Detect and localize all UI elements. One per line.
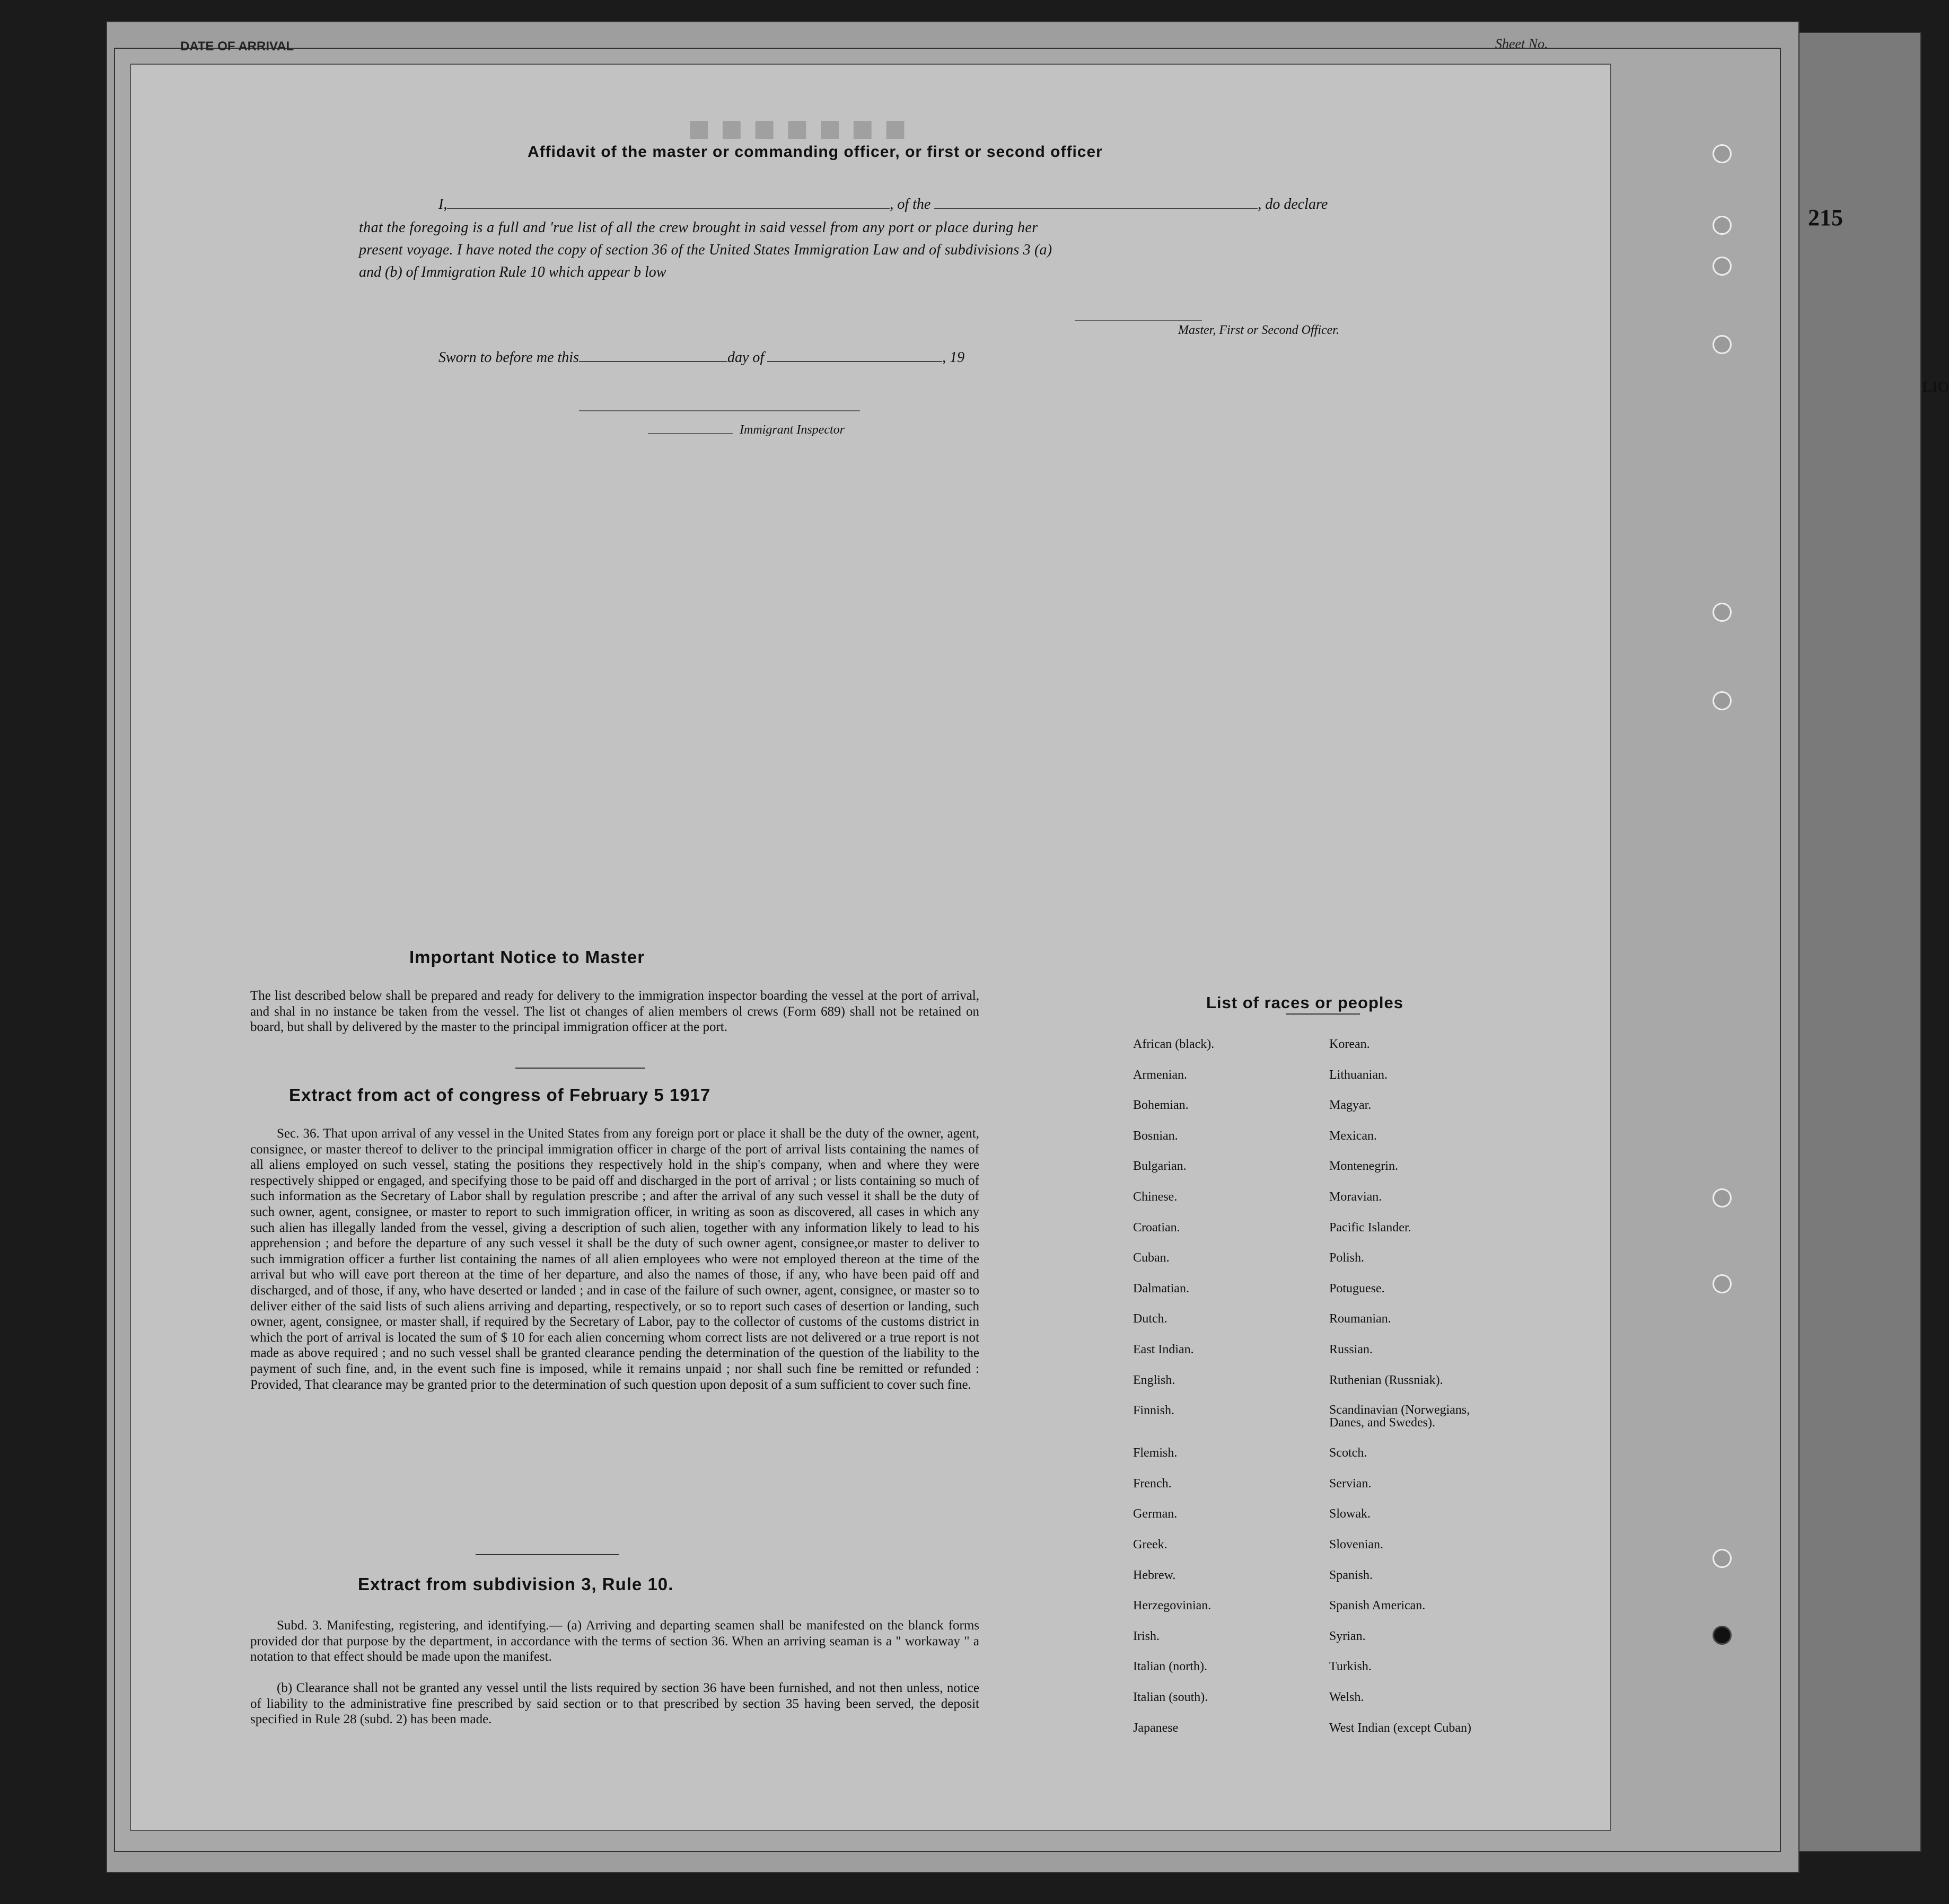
manifest-page <box>130 64 1611 1831</box>
race-item: Montenegrin. <box>1329 1159 1398 1174</box>
race-item: Potuguese. <box>1329 1281 1385 1295</box>
extract2-para1: Subd. 3. Manifesting, registering, and identifying.— (a) Arriving and departing seamen shall be manifested on the blanck forms provided dor that purpose by the department, in accordance with the terms of section 36. When an arriving seaman is a " workaway " a notation to that effect should be made upon the manifest. <box>250 1618 979 1664</box>
race-item: Korean. <box>1329 1037 1370 1051</box>
race-item: Armenian. <box>1133 1068 1187 1082</box>
affidavit-of-the: , of the <box>890 196 931 213</box>
race-item: Slowak. <box>1329 1507 1371 1521</box>
page-number: 215 <box>1808 205 1843 231</box>
affidavit-i: I, <box>438 196 447 213</box>
race-item: Bohemian. <box>1133 1098 1189 1113</box>
race-item: Roumanian. <box>1329 1312 1391 1326</box>
right-edge-text: LIO <box>1922 379 1949 395</box>
divider <box>476 1554 619 1555</box>
race-item: Japanese <box>1133 1721 1179 1735</box>
date-of-arrival-label: DATE OF ARRIVAL <box>180 39 294 54</box>
race-item: German. <box>1133 1507 1178 1521</box>
race-item: Chinese. <box>1133 1190 1178 1204</box>
race-item: Turkish. <box>1329 1660 1372 1674</box>
race-item: Croatian. <box>1133 1220 1180 1235</box>
divider <box>515 1068 645 1069</box>
affidavit-line-1 <box>438 196 1328 213</box>
punch-hole <box>1713 257 1732 276</box>
race-item: Bulgarian. <box>1133 1159 1187 1174</box>
race-item: French. <box>1133 1476 1172 1491</box>
notice-title: Important Notice to Master <box>409 947 645 967</box>
sworn-line <box>438 349 964 366</box>
race-item: Pacific Islander. <box>1329 1220 1411 1235</box>
sworn-day-field <box>579 350 727 362</box>
inspector-signature-line <box>579 410 860 411</box>
race-item: Scandinavian (Norwegians, Danes, and Swedes). <box>1329 1403 1470 1430</box>
sworn-year: , 19 <box>942 349 965 366</box>
race-item: English. <box>1133 1373 1175 1387</box>
race-item: Scotch. <box>1329 1446 1367 1460</box>
extract2-title: Extract from subdivision 3, Rule 10. <box>358 1574 674 1594</box>
race-item: West Indian (except Cuban) <box>1329 1721 1471 1735</box>
sheet-no-label: Sheet No. <box>1495 36 1548 51</box>
extract2-para2: (b) Clearance shall not be granted any vessel until the lists required by section 36 have been furnished, and not then unless, notice of liability to the administrative fine prescribed by said section or to that prescribed by section 35 having been served, the deposit specified in Rule 28 (subd. 2) has been made. <box>250 1681 979 1727</box>
affidavit-title: Affidavit of the master or commanding officer, or first or second officer <box>528 143 1103 161</box>
extract1-text: Sec. 36. That upon arrival of any vessel in the United States from any foreign port or place it shall be the duty of the owner, agent, consignee, or master thereof to deliver to the principal immigration officer in charge of the port of arrival lists containing the names of all aliens employed on such vessel, stating the positions they respectively hold in the ship's company, when and where they were respectively shipped or engaged, and specifying those to be paid off and discharged in the port of arrival ; or lists containing so much of such information as the Secretary of Labor shall by regulation prescribe ; and after the arrival of any such vessel it shall be the duty of such owner, agent, consignee, or master to report to such immigration officer, in writing as soon as discovered, all cases in which any such alien has illegally landed from the vessel, giving a description of such alien, together with any information likely to lead to his apprehension ; and before the departure of any such vessel it shall be the duty of such owner agent, consignee,or master to deliver to such immigration officer a further list containing the names of all alien employees who were not employed thereon at the time of the arrival but who will eave port thereon at the time of her departure, and also the names of those, if any, who have been paid off and discharged, and of those, if any, who have deserted or landed ; and in case of the failure of such owner, agent, consignee, or master so to deliver either of the said lists of such aliens arriving and departing, respectively, or so to report such cases of desertion or landing, such owner, agent, consignee, or master shall, if required by the Secretary of Labor, pay to the collector of customs of the customs district in which the port of arrival is located the sum of $ 10 for each alien concerning whom correct lists are not delivered or a true report is not made as above required ; and no such vessel shall be granted clearance pending the determination of the question of the liability to the payment of such fine, and, in the event such fine is imposed, while it remains unpaid ; nor shall such fine be remitted or refunded : Provided, That clearance may be granted prior to the determination of such question upon deposit of a sum sufficient to cover such fine. <box>250 1126 979 1392</box>
affidavit-do-declare: , do declare <box>1258 196 1328 213</box>
race-item: Syrian. <box>1329 1629 1366 1643</box>
punch-hole <box>1713 335 1732 354</box>
punch-hole <box>1713 1188 1732 1207</box>
signature-line <box>1075 320 1202 321</box>
show-through-text: ■ ■ ■ ■ ■ ■ ■ <box>688 108 907 149</box>
races-title: List of races or peoples <box>1206 993 1403 1012</box>
race-item: Spanish. <box>1329 1568 1373 1582</box>
race-item: Ruthenian (Russniak). <box>1329 1373 1443 1387</box>
race-item: Italian (north). <box>1133 1660 1207 1674</box>
inspector-label: Immigrant Inspector <box>740 423 845 437</box>
race-item: Magyar. <box>1329 1098 1372 1113</box>
vessel-name-field <box>934 197 1258 209</box>
race-item: Finnish. <box>1133 1404 1175 1418</box>
sworn-month-field <box>767 350 942 362</box>
race-item: Bosnian. <box>1133 1129 1178 1143</box>
race-item: Mexican. <box>1329 1129 1377 1143</box>
punch-hole <box>1713 1626 1732 1645</box>
punch-hole <box>1713 144 1732 163</box>
punch-hole <box>1713 1274 1732 1293</box>
punch-hole <box>1713 691 1732 710</box>
race-item: Dutch. <box>1133 1312 1167 1326</box>
inspector-line-short <box>648 433 733 434</box>
sworn-text: Sworn to before me this <box>438 349 579 366</box>
race-item: Cuban. <box>1133 1251 1170 1265</box>
race-item: Dalmatian. <box>1133 1281 1189 1295</box>
race-item: Greek. <box>1133 1538 1167 1552</box>
race-item: Servian. <box>1329 1476 1372 1491</box>
race-item: East Indian. <box>1133 1343 1194 1356</box>
race-item: Italian (south). <box>1133 1690 1208 1704</box>
punch-hole <box>1713 603 1732 622</box>
races-underline <box>1286 1013 1360 1015</box>
race-item: Lithuanian. <box>1329 1068 1388 1082</box>
punch-hole <box>1713 216 1732 235</box>
race-item: Flemish. <box>1133 1446 1178 1460</box>
notice-text: The list described below shall be prepared and ready for delivery to the immigration inspector boarding the vessel at the port of arrival, and shal in no instance be taken from the vessel. The list ot changes of alien members ol crews (Form 689) shall not be retained on board, but shall by delivered by the master to the principal immigration officer at the port. <box>250 989 979 1035</box>
race-item: African (black). <box>1133 1037 1215 1051</box>
sworn-day-of: day of <box>727 349 765 366</box>
affidavit-line-4: and (b) of Immigration Rule 10 which appear b low <box>359 264 666 280</box>
race-item: Moravian. <box>1329 1190 1382 1204</box>
race-item: Hebrew. <box>1133 1568 1176 1582</box>
affidavit-line-2: that the foregoing is a full and 'rue list of all the crew brought in said vessel from any port or place during her <box>359 219 1038 236</box>
race-item: Polish. <box>1329 1251 1365 1265</box>
race-item: Slovenian. <box>1329 1538 1383 1552</box>
master-name-field <box>447 197 890 209</box>
race-item: Welsh. <box>1329 1690 1364 1704</box>
affidavit-line-3: present voyage. I have noted the copy of section 36 of the United States Immigration Law and of subdivisions 3 (a) <box>359 242 1052 258</box>
race-item: Irish. <box>1133 1629 1160 1643</box>
signature-label: Master, First or Second Officer. <box>1178 323 1339 337</box>
race-item: Spanish American. <box>1329 1599 1426 1613</box>
race-item: Herzegovinian. <box>1133 1599 1211 1613</box>
punch-hole <box>1713 1549 1732 1568</box>
race-item: Russian. <box>1329 1343 1373 1356</box>
extract1-title: Extract from act of congress of February 5 1917 <box>289 1085 711 1105</box>
